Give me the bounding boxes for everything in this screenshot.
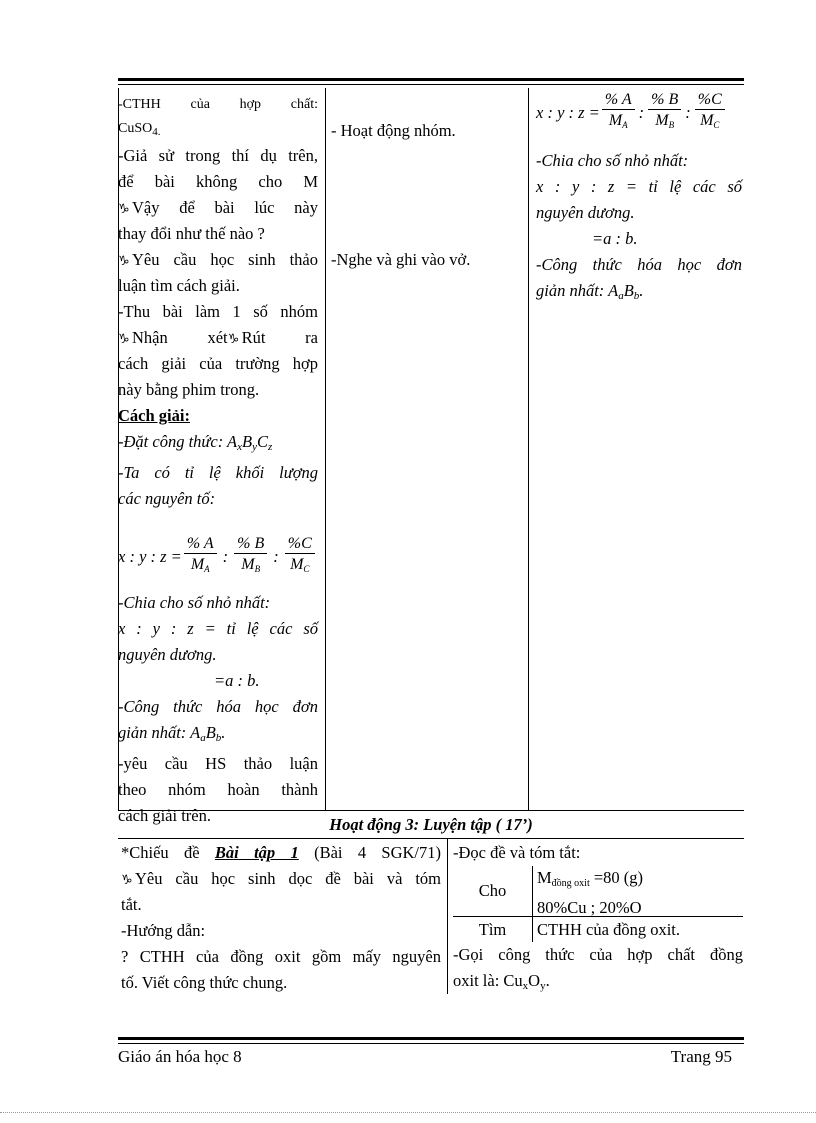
text-line: ♑Yêu cầu học sinh thảo xyxy=(118,247,318,273)
teacher-activity-column xyxy=(118,92,318,829)
text-line: -Nghe và ghi vào vở. xyxy=(331,250,471,269)
arrow-icon xyxy=(118,251,132,267)
text-line: -Đọc đề và tóm tắt: xyxy=(453,843,581,862)
text-line: giản nhất: $A_aB_b$. xyxy=(118,723,226,744)
activity-teacher-column xyxy=(121,840,441,996)
text-line: ♑Yêu cầu học sinh dọc đề bài và tóm xyxy=(121,866,441,892)
activity-student-column xyxy=(453,840,743,999)
text-line: cách giải trên. xyxy=(118,806,211,825)
text-line: =a : b. xyxy=(214,671,260,690)
text-line: CuSO$_{4.}$ xyxy=(118,121,161,138)
text-line: -Chia cho số nhỏ nhất: xyxy=(118,593,271,612)
text-line: -yêu cầu HS thảo luận xyxy=(118,754,318,773)
content-column xyxy=(536,90,742,309)
text-line: nguyên dương. xyxy=(118,645,217,664)
page-number: Trang 95 xyxy=(670,1047,732,1066)
activity-column-divider xyxy=(447,838,448,994)
text-line: x : y : z = tỉ lệ các số xyxy=(118,619,318,638)
text-line: -Đặt công thức: $A_xB_yC_z$ xyxy=(118,432,273,453)
column-divider-1 xyxy=(325,88,326,810)
given-values: Mđồng oxit =80 (g) 80%Cu ; 20%O xyxy=(537,868,644,917)
text-line: để bài không cho M xyxy=(118,172,318,191)
text-line: ♑Vậy để bài lúc này xyxy=(118,195,318,221)
text-line: *Chiếu đề Bài tập 1 (Bài 4 SGK/71) xyxy=(121,843,442,862)
column-divider-2 xyxy=(528,88,529,810)
text-line: ♑Nhận xét♑ Rút ra xyxy=(118,325,318,351)
text-line: -Gọi công thức của hợp chất đồng xyxy=(453,945,743,964)
section-heading: Cách giải: xyxy=(118,406,190,425)
text-line: x : y : z = tỉ lệ các số xyxy=(536,177,742,196)
text-line: các nguyên tố: xyxy=(118,489,216,508)
ratio-formula: x : y : z = $\frac{\% A}{MA}$ : $\frac{\% B}{MB}$ : $\frac{\%C}{MC}$ xyxy=(118,534,323,590)
text-line: -Giả sử trong thí dụ trên, xyxy=(118,146,318,165)
find-value: CTHH của đồng oxit. xyxy=(537,920,680,939)
text-line: -CTHH của hợp chất: xyxy=(118,97,318,112)
header-rule xyxy=(118,78,744,85)
student-activity-column xyxy=(331,118,521,144)
arrow-icon xyxy=(118,329,132,345)
text-line: tắt. xyxy=(121,895,142,914)
text-line: -Công thức hóa học đơn xyxy=(536,255,742,274)
text-line: thay đổi như thế nào ? xyxy=(118,224,265,243)
text-line: -Thu bài làm 1 số nhóm xyxy=(118,302,318,321)
text-line: theo nhóm hoàn thành xyxy=(118,780,318,799)
find-label: Tìm xyxy=(478,920,507,939)
footer-rule xyxy=(118,1037,744,1044)
arrow-icon xyxy=(121,870,135,886)
text-line: ? CTHH của đồng oxit gồm mấy nguyên xyxy=(121,947,441,966)
student-activity-column-2 xyxy=(331,247,521,273)
activity-title-divider xyxy=(118,838,744,839)
activity-3-title: Hoạt động 3: Luyện tập ( 17’) xyxy=(329,815,533,834)
ratio-formula-right: x : y : z = $\frac{\% A}{MA}$ : $\frac{\% B}{MB}$ : $\frac{\%C}{MC}$ xyxy=(536,90,742,148)
page-edge xyxy=(0,1112,816,1113)
footer-title: Giáo án hóa học 8 xyxy=(118,1047,242,1066)
text-line: -Ta có tỉ lệ khối lượng xyxy=(118,463,318,482)
text-line: này bằng phim trong. xyxy=(118,380,260,399)
text-line: - Hoạt động nhóm. xyxy=(331,121,456,140)
text-line: tố. Viết công thức chung. xyxy=(121,973,288,992)
given-label: Cho xyxy=(478,881,507,900)
text-line: cách giải của trường hợp xyxy=(118,354,318,373)
arrow-icon xyxy=(228,329,242,345)
text-line: giản nhất: $A_aB_b$. xyxy=(536,281,644,302)
text-line: -Công thức hóa học đơn xyxy=(118,697,318,716)
given-find-table xyxy=(453,866,743,942)
text-line: nguyên dương. xyxy=(536,203,635,222)
text-line: -Chia cho số nhỏ nhất: xyxy=(536,151,689,170)
text-line: luận tìm cách giải. xyxy=(118,276,240,295)
arrow-icon xyxy=(118,199,132,215)
text-line: oxit là: $Cu_xO_y$. xyxy=(453,971,550,992)
text-line: -Hướng dẫn: xyxy=(121,921,206,940)
text-line: =a : b. xyxy=(592,229,638,248)
